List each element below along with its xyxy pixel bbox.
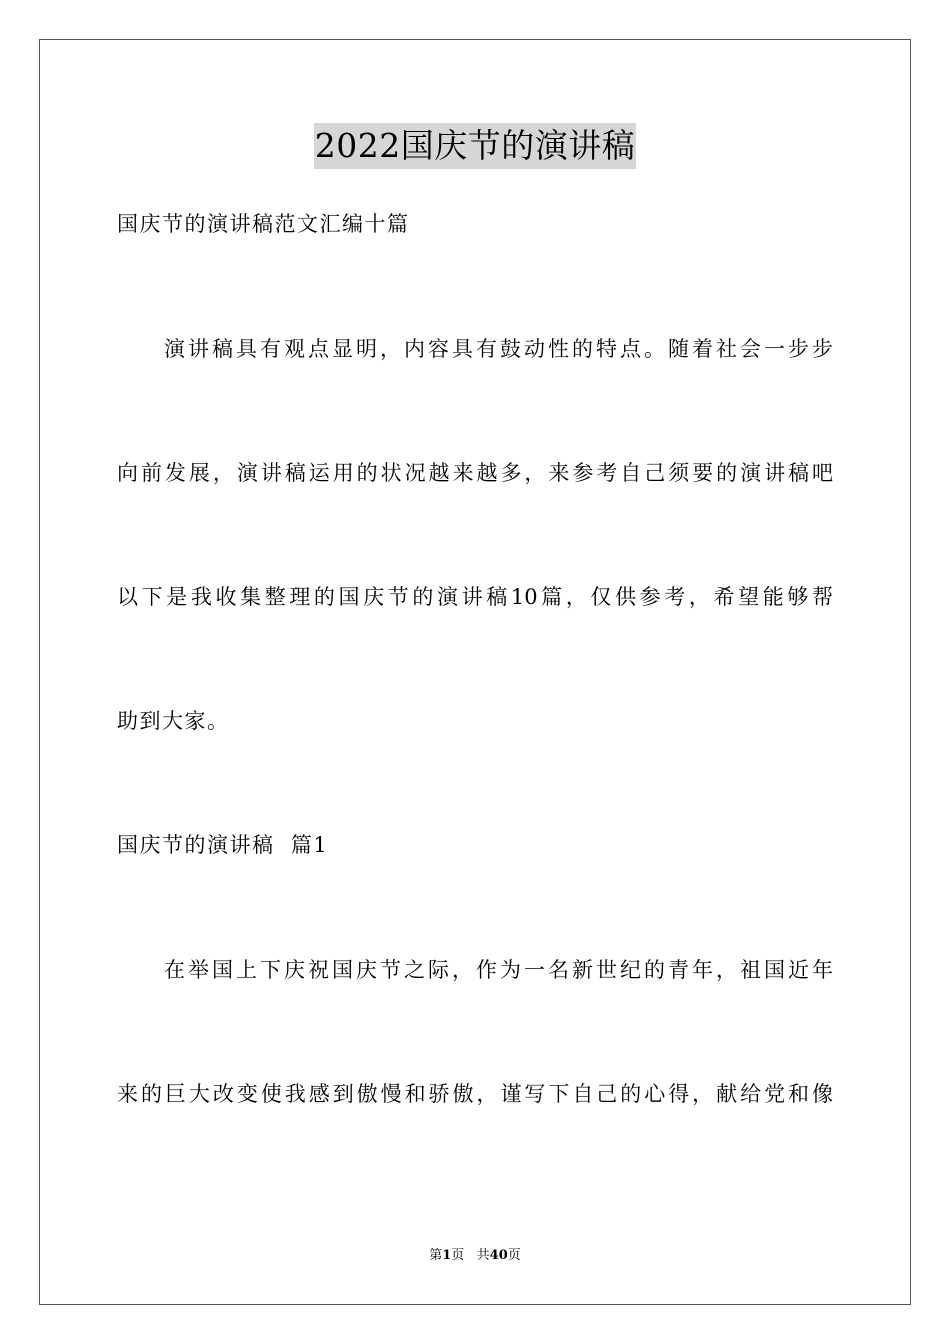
footer-page-total: 40 — [489, 1248, 508, 1263]
intro-line-4: 助到大家。 — [117, 709, 230, 733]
section-line-1: 在举国上下庆祝国庆节之际，作为一名新世纪的青年，祖国近年 — [164, 958, 833, 982]
document-title[interactable]: 2022国庆节的演讲稿 — [314, 123, 636, 169]
intro-line-1: 演讲稿具有观点显明，内容具有鼓动性的特点。随着社会一步步 — [164, 337, 833, 361]
section-line-2: 来的巨大改变使我感到傲慢和骄傲，谨写下自己的心得，献给党和像 — [117, 1082, 833, 1106]
page-footer — [0, 1246, 950, 1266]
document-subtitle: 国庆节的演讲稿范文汇编十篇 — [117, 212, 410, 236]
footer-page-mid: 页 共 — [451, 1248, 490, 1263]
footer-page-suffix: 页 — [507, 1248, 521, 1263]
section-heading: 国庆节的演讲稿 篇1 — [117, 833, 329, 857]
footer-page-number: 1 — [442, 1248, 452, 1263]
intro-line-3: 以下是我收集整理的国庆节的演讲稿10篇，仅供参考，希望能够帮 — [117, 585, 833, 609]
intro-line-2: 向前发展，演讲稿运用的状况越来越多，来参考自己须要的演讲稿吧 — [117, 461, 833, 485]
footer-page-prefix: 第 — [429, 1248, 443, 1263]
document-title-wrap — [0, 123, 950, 169]
